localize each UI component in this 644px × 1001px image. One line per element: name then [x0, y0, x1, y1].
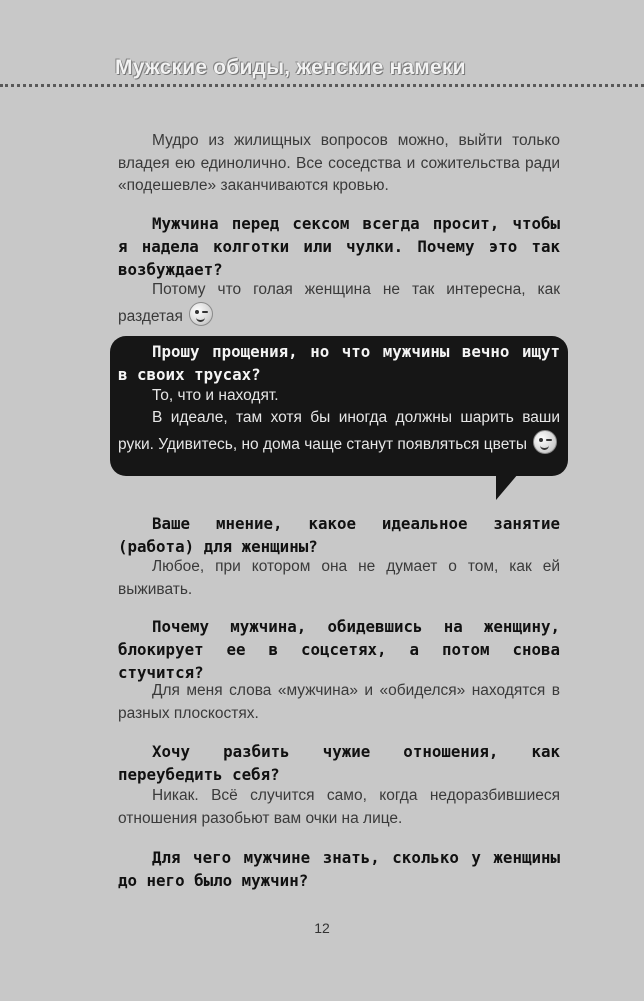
question-1: Мужчина перед сексом всегда просит, чтобы я надела колготки или чулки. Почему это так возбуждает?	[118, 214, 560, 279]
question-3: Ваше мнение, какое идеальное занятие (работа) для женщины?	[118, 514, 560, 556]
question-2: Прошу прощения, но что мужчины вечно ищут в своих трусах?	[118, 342, 560, 384]
answer-2-text: В идеале, там хотя бы иногда должны шарить ваши руки. Удивитесь, но дома чаще станут появляться цветы	[118, 409, 560, 453]
question-6: Для чего мужчине знать, сколько у женщины до него было мужчин?	[118, 848, 560, 890]
question-5: Хочу разбить чужие отношения, как переубедить себя?	[118, 742, 560, 784]
answer-5: Никак. Всё случится само, когда недоразбившиеся отношения разобьют вам очки на лице.	[118, 787, 560, 827]
answer-1-text: Потому что голая женщина не так интересна, как раздетая	[118, 281, 560, 325]
winking-smiley-icon	[189, 302, 213, 326]
answer-3: Любое, при котором она не думает о том, как ей выживать.	[118, 558, 560, 598]
intro-paragraph: Мудро из жилищных вопросов можно, выйти только владея ею единолично. Все соседства и сожительства ради «подешевле» заканчиваются кровью.	[118, 132, 560, 194]
running-header-title: Мужские обиды, женские намеки	[115, 56, 466, 79]
answer-2-line-2	[118, 407, 560, 456]
winking-smiley-icon	[533, 430, 557, 454]
speech-bubble-tail	[496, 474, 518, 500]
answer-1	[118, 279, 560, 328]
question-4: Почему мужчина, обидевшись на женщину, блокирует ее в соцсетях, а потом снова стучится?	[118, 617, 560, 682]
header-dotted-rule	[0, 84, 644, 87]
answer-2-line-1: То, что и находят.	[152, 387, 279, 404]
answer-4: Для меня слова «мужчина» и «обиделся» находятся в разных плоскостях.	[118, 682, 560, 722]
page-number: 12	[314, 920, 330, 936]
